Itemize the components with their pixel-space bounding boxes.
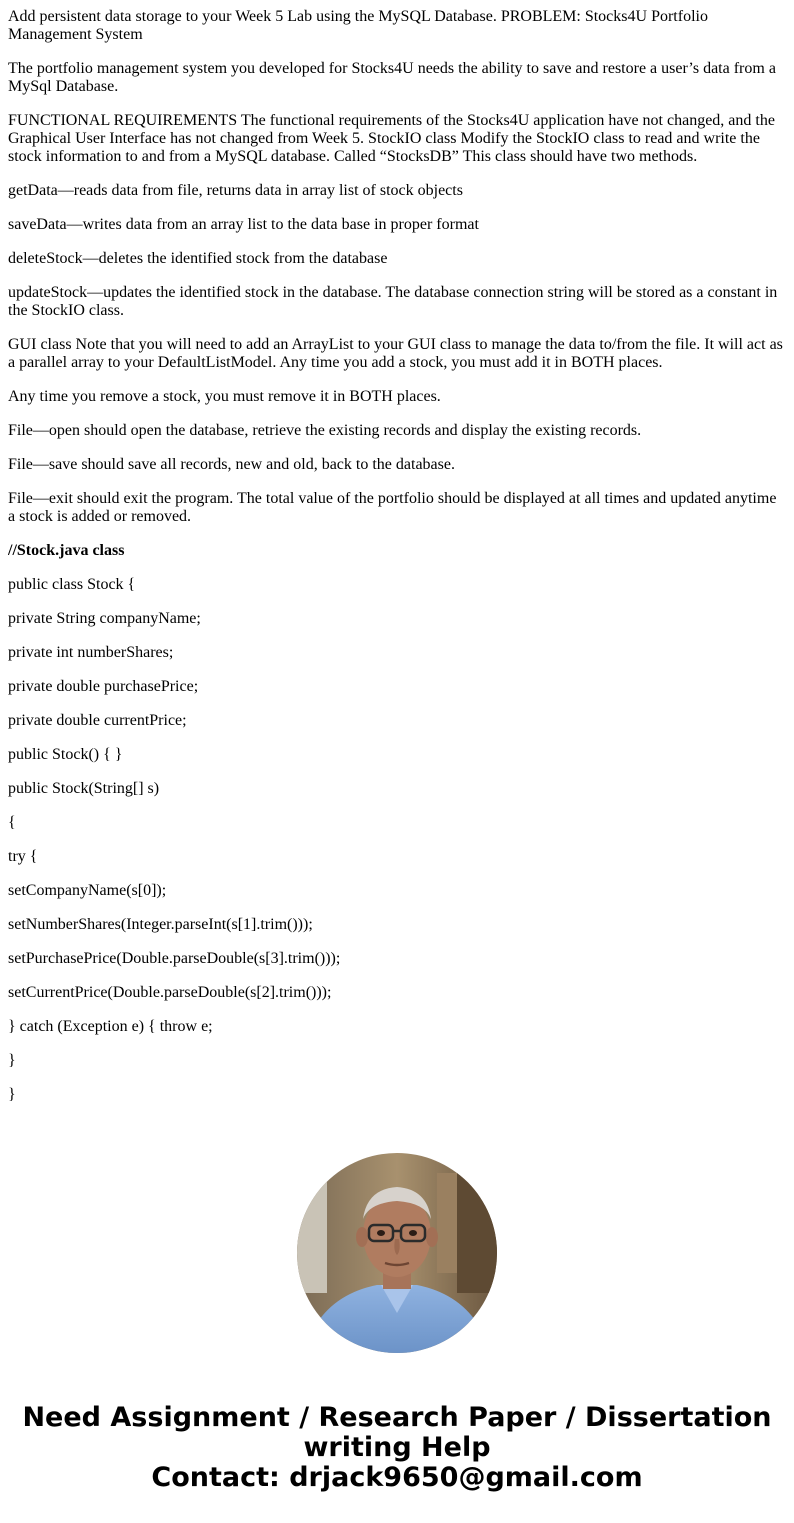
code-line: private int numberShares; bbox=[8, 644, 174, 661]
code-line: setNumberShares(Integer.parseInt(s[1].trim())); bbox=[8, 916, 313, 933]
banner-line-writing: writing Help bbox=[303, 1432, 491, 1463]
gui-class-paragraph: GUI class Note that you will need to add an ArrayList to your GUI class to manage the data to/from the file. It will act as a parallel array to your DefaultListModel. Any time you add a stock, you must add it in BOTH places. bbox=[8, 336, 783, 371]
code-line: try { bbox=[8, 848, 38, 865]
document-body bbox=[8, 0, 786, 1122]
code-line: { bbox=[8, 814, 16, 831]
code-line: private String companyName; bbox=[8, 610, 201, 627]
avatar-portrait-image bbox=[297, 1153, 497, 1353]
savedata-paragraph: saveData—writes data from an array list to the data base in proper format bbox=[8, 216, 479, 233]
updatestock-paragraph: updateStock—updates the identified stock in the database. The database connection string will be stored as a constant in the StockIO class. bbox=[8, 284, 778, 319]
remove-stock-paragraph: Any time you remove a stock, you must remove it in BOTH places. bbox=[8, 388, 441, 405]
code-line: private double currentPrice; bbox=[8, 712, 187, 729]
contact-banner bbox=[0, 1403, 794, 1493]
code-heading: //Stock.java class bbox=[8, 542, 125, 559]
deletestock-paragraph: deleteStock—deletes the identified stock from the database bbox=[8, 250, 388, 267]
code-line: } bbox=[8, 1052, 16, 1069]
getdata-paragraph: getData—reads data from file, returns data in array list of stock objects bbox=[8, 182, 463, 199]
banner-line-help: Need Assignment / Research Paper / Dissertation bbox=[22, 1402, 772, 1433]
code-line: public Stock() { } bbox=[8, 746, 123, 763]
code-line: } catch (Exception e) { throw e; bbox=[8, 1018, 213, 1035]
code-line: private double purchasePrice; bbox=[8, 678, 199, 695]
code-line: } bbox=[8, 1086, 16, 1103]
code-line: setCompanyName(s[0]); bbox=[8, 882, 167, 899]
banner-line-contact: Contact: drjack9650@gmail.com bbox=[151, 1462, 643, 1493]
code-line: public Stock(String[] s) bbox=[8, 780, 160, 797]
file-exit-paragraph: File—exit should exit the program. The total value of the portfolio should be displayed at all times and updated anytime a stock is added or removed. bbox=[8, 490, 777, 525]
requirements-paragraph: FUNCTIONAL REQUIREMENTS The functional requirements of the Stocks4U application have not changed, and the Graphical User Interface has not changed from Week 5. StockIO class Modify the StockIO class to read and write the stock information to and from a MySQL database. Called “StocksDB” This class should have two methods. bbox=[8, 112, 775, 165]
code-line: setCurrentPrice(Double.parseDouble(s[2].trim())); bbox=[8, 984, 332, 1001]
code-line: public class Stock { bbox=[8, 576, 136, 593]
intro-paragraph: Add persistent data storage to your Week 5 Lab using the MySQL Database. PROBLEM: Stocks4U Portfolio Management System bbox=[8, 8, 708, 43]
file-save-paragraph: File—save should save all records, new and old, back to the database. bbox=[8, 456, 455, 473]
file-open-paragraph: File—open should open the database, retrieve the existing records and display the existing records. bbox=[8, 422, 642, 439]
avatar bbox=[297, 1153, 497, 1353]
content-cutoff-fade bbox=[0, 1112, 794, 1124]
code-line: setPurchasePrice(Double.parseDouble(s[3].trim())); bbox=[8, 950, 341, 967]
problem-paragraph: The portfolio management system you developed for Stocks4U needs the ability to save and restore a user’s data from a MySql Database. bbox=[8, 60, 776, 95]
